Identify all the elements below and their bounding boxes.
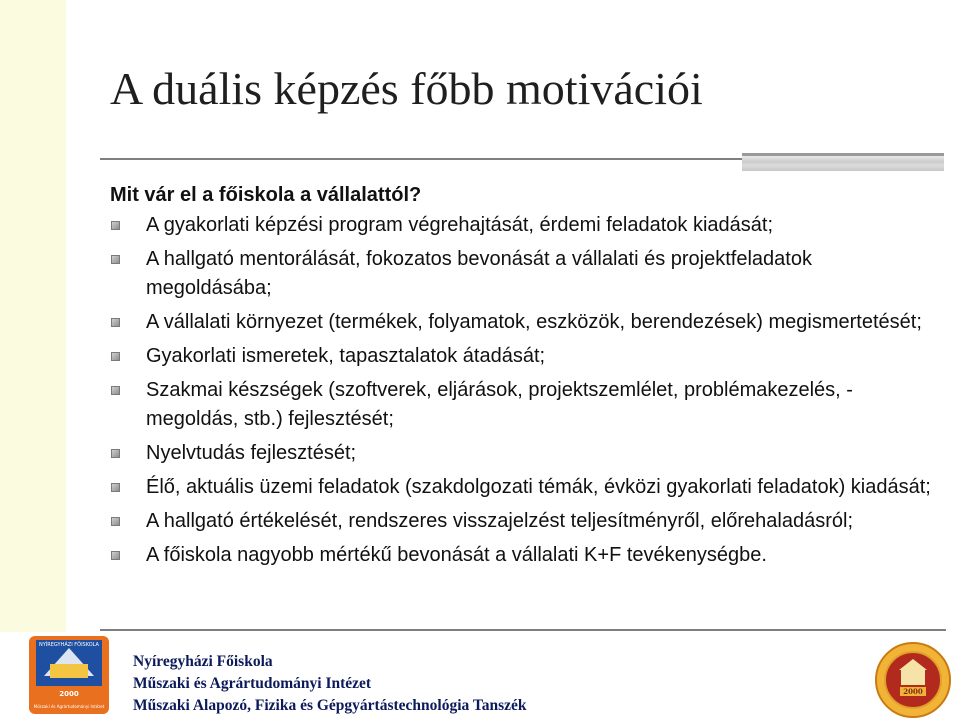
square-bullet-icon	[111, 517, 120, 526]
bullet-text: A vállalati környezet (termékek, folyamatok, eszközök, berendezések) megismertetését;	[146, 311, 922, 333]
footer-department: Műszaki Alapozó, Fizika és Gépgyártástechnológia Tanszék	[133, 697, 527, 714]
seal-year: 2000	[903, 687, 923, 696]
bullet-item	[110, 507, 940, 536]
square-bullet-icon	[111, 221, 120, 230]
bullet-item	[110, 211, 940, 240]
bullet-text: Szakmai készségek (szoftverek, eljárások, projektszemlélet, problémakezelés, -megoldás, stb.) fejlesztését;	[146, 379, 853, 430]
square-bullet-icon	[111, 449, 120, 458]
square-bullet-icon	[111, 352, 120, 361]
footer-institution: Nyíregyházi Főiskola	[133, 653, 273, 670]
bullet-text: A gyakorlati képzési program végrehajtását, érdemi feladatok kiadását;	[146, 214, 774, 236]
bullet-item	[110, 342, 940, 371]
college-logo-left	[24, 634, 114, 721]
bullet-item	[110, 245, 940, 303]
logo-left-year: 2000	[59, 690, 79, 698]
bullet-text: Nyelvtudás fejlesztését;	[146, 442, 357, 464]
square-bullet-icon	[111, 386, 120, 395]
square-bullet-icon	[111, 318, 120, 327]
footer-institute: Műszaki és Agrártudományi Intézet	[133, 675, 372, 692]
footer-divider	[100, 629, 946, 631]
square-bullet-icon	[111, 551, 120, 560]
square-bullet-icon	[111, 255, 120, 264]
footer-text	[133, 651, 527, 717]
left-accent-band	[0, 0, 66, 632]
seal-building	[901, 669, 925, 685]
slide-title: A duális képzés főbb motivációi	[110, 63, 703, 114]
title-divider-bar	[742, 153, 944, 171]
bullet-text: Élő, aktuális üzemi feladatok (szakdolgozati témák, évközi gyakorlati feladatok) kiadását;	[146, 476, 931, 498]
title-divider	[100, 158, 742, 160]
logo-left-bottom-text: Műszaki és Agrártudományi Intézet	[33, 704, 105, 709]
logo-left-building	[50, 664, 88, 678]
bullet-text: A hallgató mentorálását, fokozatos bevonását a vállalati és projektfeladatok megoldásába;	[146, 248, 812, 299]
bullet-item	[110, 541, 940, 570]
bullet-item	[110, 473, 940, 502]
bullet-text: Gyakorlati ismeretek, tapasztalatok átadását;	[146, 345, 546, 367]
bullet-item	[110, 308, 940, 337]
slide-content	[110, 181, 940, 575]
logo-left-top-text: NYÍREGYHÁZI FŐISKOLA	[39, 642, 99, 648]
college-seal-logo	[874, 639, 952, 721]
bullet-list	[110, 211, 940, 570]
bullet-item	[110, 376, 940, 434]
bullet-item	[110, 439, 940, 468]
bullet-text: A főiskola nagyobb mértékű bevonását a vállalati K+F tevékenységbe.	[146, 544, 767, 566]
bullet-text: A hallgató értékelését, rendszeres visszajelzést teljesítményről, előrehaladásról;	[146, 510, 854, 532]
intro-text: Mit vár el a főiskola a vállalattól?	[110, 184, 422, 206]
square-bullet-icon	[111, 483, 120, 492]
